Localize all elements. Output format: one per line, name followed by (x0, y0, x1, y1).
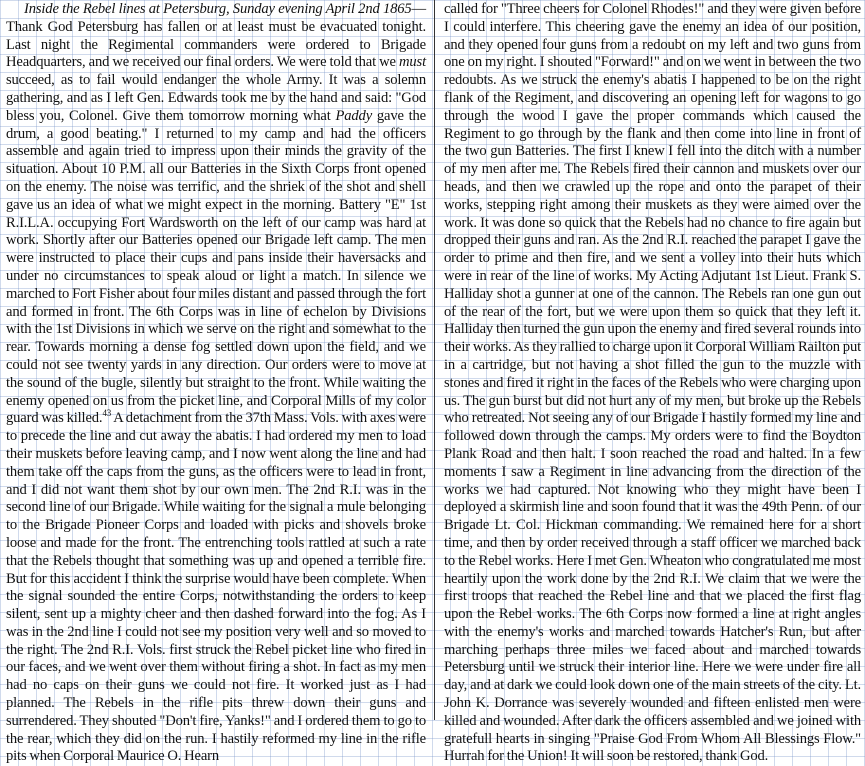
entry-heading: Inside the Rebel lines at Petersburg, Sunday evening April 2nd 1865 (24, 1, 412, 17)
right-column (444, 1, 861, 766)
entry-text-part-3: gave the drum, a good beating." I returned to my camp and had the officers assemble and again tried to impress upon their minds the gravity of the situation. About 10 P.M. all our Batteries in the Sixth Corps front opened on the enemy. The noise was terrific, and the shriek of the shot and shell gave us an idea of what we might expect in the morning. Battery "E" 1st R.I.L.A. occupying Fort Wardsworth on the left of our camp was hard at work. Shortly after our Batteries opened our Brigade left camp. The men were instructed to place their cups and pans inside their haversacks and under no circumstances to speak aloud or light a match. In silence we marched to Fort Fisher about four miles distant and passed through the fort and formed in front. The 6th Corps was in line of echelon by Divisions with the 1st Divisions in which we serve on the right and somewhat to the rear. Towards morning a dense fog settled down upon the field, and we could not see twenty yards in any direction. Our orders were to move at the sound of the bugle, silently but straight to the front. While waiting the enemy opened on us from the picket line, and Corporal Mills of my color guard was killed. (6, 107, 426, 427)
entry-text-part-1: —Thank God Petersburg has fallen or at least must be evacuated tonight. Last night the Regimental commanders were ordered to Brigade Headquarters, and we received our final orders. We were told that we (6, 1, 426, 71)
left-column (6, 1, 426, 766)
footnote-marker: 43 (102, 408, 112, 419)
emphasis-paddy: Paddy (335, 107, 373, 124)
emphasis-must: must (399, 54, 426, 71)
entry-text-part-2: succeed, as to fail would endanger the whole Army. It was a solemn gathering, and as I left Gen. Edwards took me by the hand and said: "God bless you, Colonel. Give them tomorrow morning what (6, 72, 426, 124)
column-divider (434, 0, 435, 720)
entry-text-part-4: A detachment from the 37th Mass. Vols. with axes were to precede the line and cut away the abatis. I had ordered my men to load their muskets before leaving camp, and I now went along the line and had them take off the caps from the guns, as the officers were to lead in front, and I did not want them shot by our own men. The 2nd R.I. was in the second line of our Brigade. While waiting for the signal a mule belonging to the Brigade Pioneer Corps and loaded with picks and shovels broke loose and made for the front. The entrenching tools rattled at such a rate that the Rebels thought that something was up and opened a terrible fire. But for this accident I think the surprise would have been complete. When the signal sounded the entire Corps, notwithstanding the orders to keep silent, sent up a mighty cheer and then dashed forward into the fog. As I was in the 2nd line I could not see my position very well and so moved to the right. The 2nd R.I. Vols. first struck the Rebel picket line who fired in our faces, and we went over them without firing a shot. In fact as my men had no caps on their guns we could not fire. It worked just as I had planned. The Rebels in the rifle pits threw down their guns and surrendered. They shouted "Don't fire, Yanks!" and I ordered them to go to the rear, which they did on the run. I hastily reformed my line in the rifle pits when Corporal Maurice O. Hearn (6, 410, 426, 765)
continued-paragraph: called for "Three cheers for Colonel Rhodes!" and they were given before I could interfere. This cheering gave the enemy an idea of our position, and they opened four guns from a redoubt on my left and two guns from one on my right. I shouted "Forward!" and on we went in between the two redoubts. As we struck the enemy's abatis I happened to be on the right flank of the Regiment, and discovering an opening left for wagons to go through the wood I gave the proper commands which caused the Regiment to go through by the flank and then come into line in front of the two gun Batteries. The first I knew I fell into the ditch with a number of my men after me. The Rebels fired their cannon and muskets over our heads, and then we crawled up the rope and onto the parapet of their works, stepping right among their muskets as they were aimed over the work. It was done so quick that the Rebels had no chance to fire again but dropped their guns and ran. As the 2nd R.I. reached the parapet I gave the order to prime and then fire, and we sent a volley into their huts which were in rear of the line of works. My Acting Adjutant 1st Lieut. Frank S. Halliday shot a gunner at one of the cannon. The Rebels ran one gun out of the rear of the fort, but we were upon them so quick that they left it. Halliday then turned the gun upon the enemy and fired several rounds into their works. As they rallied to charge upon it Corporal William Railton put in a cartridge, but not having a shot filled the gun to the muzzle with stones and fired it right in the faces of the Rebels who were charging upon us. The gun burst but did not hurt any of my men, but broke up the Rebels who retreated. Not seeing any of our Brigade I hastily formed my line and followed down through the camps. My orders were to find the Boydton Plank Road and then halt. I soon reached the road and halted. In a few moments I saw a Regiment in line advancing from the direction of the works we had captured. Not knowing who they might have been I deployed a skirmish line and soon found that it was the 49th Penn. of our Brigade Lt. Col. Hickman commanding. We remained here for a short time, and then by order received through a staff officer we marched back to the Rebel works. Here I met Gen. Wheaton who congratulated me most heartily upon the work done by the 2nd R.I. We claim that we were the first troops that reached the Rebel line and that we placed the first flag upon the Rebel works. The 6th Corps now formed a line at right angles with the enemy's works and marched towards Hatcher's Run, but after marching perhaps three miles we faced about and marched towards Petersburg until we struck their interior line. Here we were under fire all day, and at dark we could look down one of the main streets of the city. Lt. John K. Dorrance was severely wounded and fifteen enlisted men were killed and wounded. After dark the officers assembled and we joined with gratefull hearts in singing "Praise God From Whom All Blessings Flow." Hurrah for the Union! It will soon be restored, thank God. (444, 1, 861, 765)
diary-entry-paragraph (6, 1, 426, 766)
